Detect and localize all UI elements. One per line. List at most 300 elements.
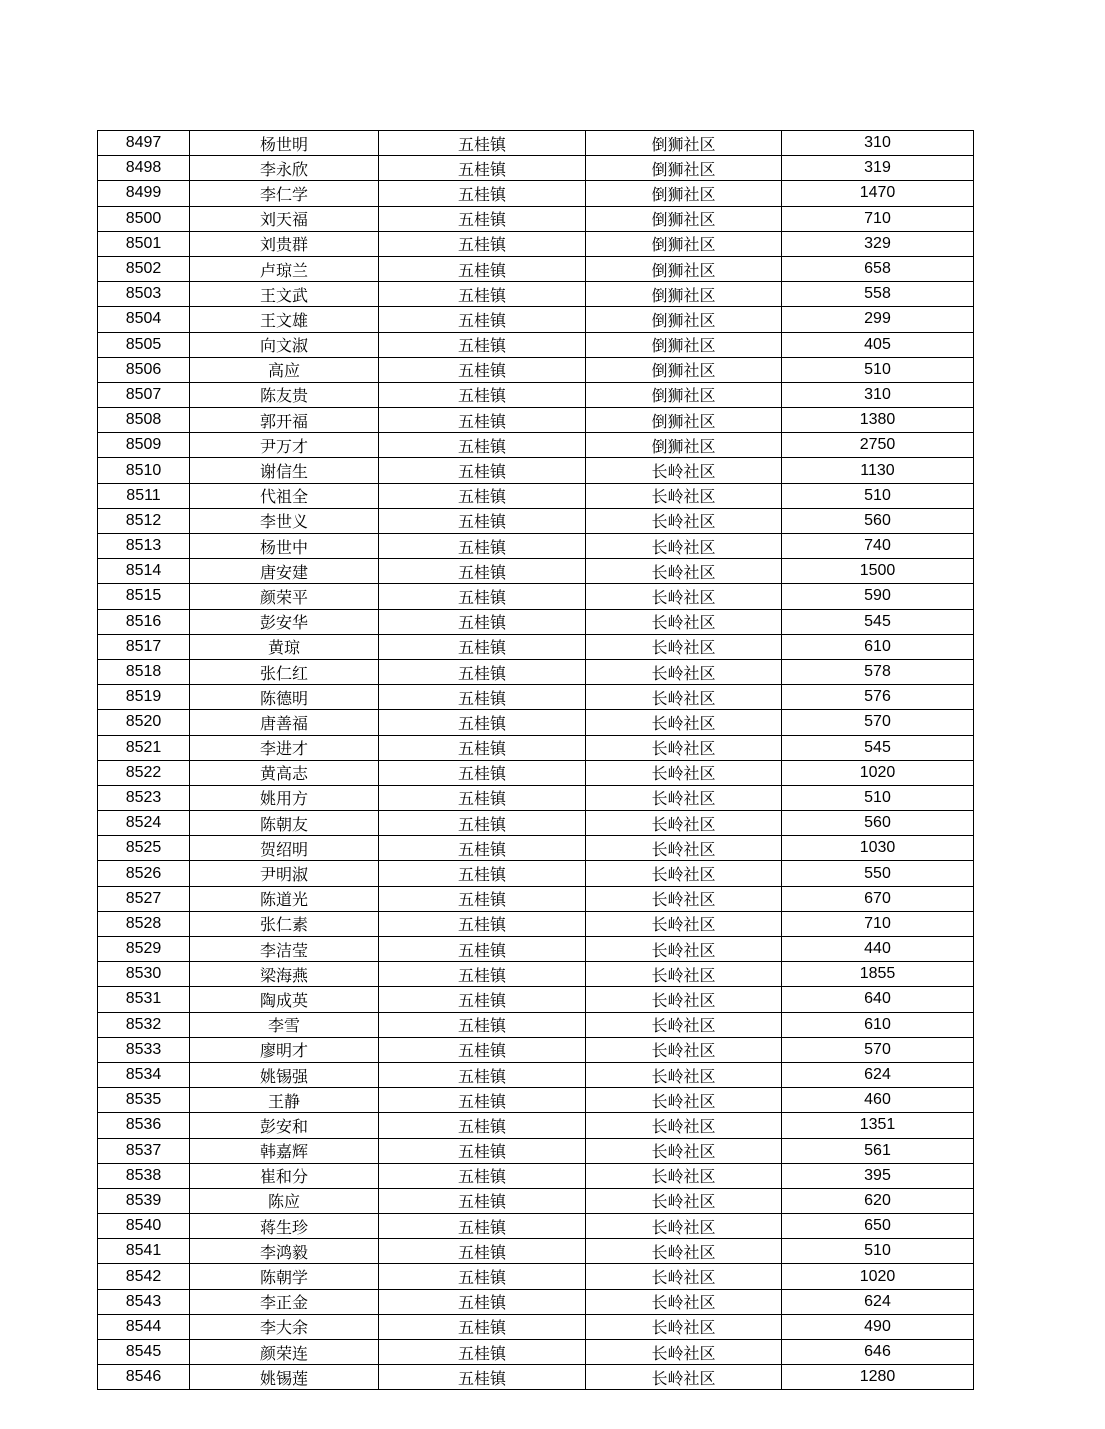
community-cell: 长岭社区 bbox=[586, 886, 782, 911]
community-cell: 倒狮社区 bbox=[586, 131, 782, 156]
name-cell: 李正金 bbox=[190, 1289, 379, 1314]
community-cell: 长岭社区 bbox=[586, 584, 782, 609]
town-cell: 五桂镇 bbox=[379, 785, 586, 810]
table-row bbox=[98, 1214, 974, 1239]
community-cell: 倒狮社区 bbox=[586, 408, 782, 433]
table-row bbox=[98, 1163, 974, 1188]
row-id-cell: 8540 bbox=[98, 1214, 190, 1239]
amount-cell: 329 bbox=[782, 231, 974, 256]
name-cell: 陈友贵 bbox=[190, 382, 379, 407]
name-cell: 代祖全 bbox=[190, 483, 379, 508]
table-row bbox=[98, 282, 974, 307]
amount-cell: 610 bbox=[782, 1012, 974, 1037]
community-cell: 长岭社区 bbox=[586, 1037, 782, 1062]
community-cell: 倒狮社区 bbox=[586, 206, 782, 231]
table-row bbox=[98, 1239, 974, 1264]
row-id-cell: 8507 bbox=[98, 382, 190, 407]
table-row bbox=[98, 332, 974, 357]
table-row bbox=[98, 710, 974, 735]
name-cell: 陶成英 bbox=[190, 987, 379, 1012]
community-cell: 长岭社区 bbox=[586, 811, 782, 836]
amount-cell: 558 bbox=[782, 282, 974, 307]
name-cell: 陈应 bbox=[190, 1188, 379, 1213]
amount-cell: 1470 bbox=[782, 181, 974, 206]
row-id-cell: 8508 bbox=[98, 408, 190, 433]
name-cell: 彭安华 bbox=[190, 609, 379, 634]
community-cell: 长岭社区 bbox=[586, 1214, 782, 1239]
town-cell: 五桂镇 bbox=[379, 1037, 586, 1062]
table-row bbox=[98, 886, 974, 911]
community-cell: 倒狮社区 bbox=[586, 181, 782, 206]
town-cell: 五桂镇 bbox=[379, 609, 586, 634]
name-cell: 李雪 bbox=[190, 1012, 379, 1037]
community-cell: 长岭社区 bbox=[586, 1062, 782, 1087]
amount-cell: 1020 bbox=[782, 1264, 974, 1289]
town-cell: 五桂镇 bbox=[379, 1264, 586, 1289]
table-row bbox=[98, 508, 974, 533]
table-row bbox=[98, 937, 974, 962]
town-cell: 五桂镇 bbox=[379, 1062, 586, 1087]
community-cell: 长岭社区 bbox=[586, 861, 782, 886]
community-cell: 倒狮社区 bbox=[586, 156, 782, 181]
name-cell: 唐善福 bbox=[190, 710, 379, 735]
table-row bbox=[98, 911, 974, 936]
row-id-cell: 8497 bbox=[98, 131, 190, 156]
row-id-cell: 8538 bbox=[98, 1163, 190, 1188]
name-cell: 李仁学 bbox=[190, 181, 379, 206]
community-cell: 倒狮社区 bbox=[586, 256, 782, 281]
table-row bbox=[98, 861, 974, 886]
town-cell: 五桂镇 bbox=[379, 382, 586, 407]
row-id-cell: 8515 bbox=[98, 584, 190, 609]
town-cell: 五桂镇 bbox=[379, 811, 586, 836]
row-id-cell: 8499 bbox=[98, 181, 190, 206]
row-id-cell: 8520 bbox=[98, 710, 190, 735]
name-cell: 张仁红 bbox=[190, 659, 379, 684]
name-cell: 张仁素 bbox=[190, 911, 379, 936]
table-row bbox=[98, 584, 974, 609]
community-cell: 长岭社区 bbox=[586, 1289, 782, 1314]
town-cell: 五桂镇 bbox=[379, 1289, 586, 1314]
community-cell: 长岭社区 bbox=[586, 735, 782, 760]
amount-cell: 670 bbox=[782, 886, 974, 911]
row-id-cell: 8534 bbox=[98, 1062, 190, 1087]
table-row bbox=[98, 1138, 974, 1163]
amount-cell: 576 bbox=[782, 685, 974, 710]
community-cell: 长岭社区 bbox=[586, 1138, 782, 1163]
community-cell: 长岭社区 bbox=[586, 559, 782, 584]
row-id-cell: 8504 bbox=[98, 307, 190, 332]
amount-cell: 550 bbox=[782, 861, 974, 886]
town-cell: 五桂镇 bbox=[379, 1188, 586, 1213]
name-cell: 韩嘉辉 bbox=[190, 1138, 379, 1163]
community-cell: 倒狮社区 bbox=[586, 382, 782, 407]
name-cell: 崔和分 bbox=[190, 1163, 379, 1188]
town-cell: 五桂镇 bbox=[379, 937, 586, 962]
amount-cell: 590 bbox=[782, 584, 974, 609]
amount-cell: 658 bbox=[782, 256, 974, 281]
community-cell: 倒狮社区 bbox=[586, 282, 782, 307]
row-id-cell: 8501 bbox=[98, 231, 190, 256]
table-row bbox=[98, 811, 974, 836]
town-cell: 五桂镇 bbox=[379, 357, 586, 382]
amount-cell: 440 bbox=[782, 937, 974, 962]
row-id-cell: 8505 bbox=[98, 332, 190, 357]
community-cell: 倒狮社区 bbox=[586, 433, 782, 458]
amount-cell: 1380 bbox=[782, 408, 974, 433]
amount-cell: 310 bbox=[782, 131, 974, 156]
table-row bbox=[98, 685, 974, 710]
row-id-cell: 8519 bbox=[98, 685, 190, 710]
name-cell: 李永欣 bbox=[190, 156, 379, 181]
table-row bbox=[98, 836, 974, 861]
town-cell: 五桂镇 bbox=[379, 1163, 586, 1188]
table-row bbox=[98, 408, 974, 433]
community-cell: 长岭社区 bbox=[586, 911, 782, 936]
row-id-cell: 8526 bbox=[98, 861, 190, 886]
name-cell: 尹万才 bbox=[190, 433, 379, 458]
name-cell: 蒋生珍 bbox=[190, 1214, 379, 1239]
row-id-cell: 8528 bbox=[98, 911, 190, 936]
row-id-cell: 8523 bbox=[98, 785, 190, 810]
row-id-cell: 8516 bbox=[98, 609, 190, 634]
row-id-cell: 8532 bbox=[98, 1012, 190, 1037]
community-cell: 长岭社区 bbox=[586, 458, 782, 483]
amount-cell: 650 bbox=[782, 1214, 974, 1239]
community-cell: 长岭社区 bbox=[586, 685, 782, 710]
table-body bbox=[98, 131, 974, 1390]
row-id-cell: 8509 bbox=[98, 433, 190, 458]
row-id-cell: 8524 bbox=[98, 811, 190, 836]
row-id-cell: 8500 bbox=[98, 206, 190, 231]
table-row bbox=[98, 735, 974, 760]
town-cell: 五桂镇 bbox=[379, 861, 586, 886]
name-cell: 黄琼 bbox=[190, 634, 379, 659]
town-cell: 五桂镇 bbox=[379, 1113, 586, 1138]
row-id-cell: 8518 bbox=[98, 659, 190, 684]
table-row bbox=[98, 559, 974, 584]
row-id-cell: 8530 bbox=[98, 962, 190, 987]
table-row bbox=[98, 659, 974, 684]
row-id-cell: 8529 bbox=[98, 937, 190, 962]
row-id-cell: 8512 bbox=[98, 508, 190, 533]
amount-cell: 545 bbox=[782, 735, 974, 760]
table-row bbox=[98, 609, 974, 634]
amount-cell: 610 bbox=[782, 634, 974, 659]
name-cell: 李大余 bbox=[190, 1314, 379, 1339]
name-cell: 郭开福 bbox=[190, 408, 379, 433]
community-cell: 倒狮社区 bbox=[586, 307, 782, 332]
amount-cell: 1855 bbox=[782, 962, 974, 987]
row-id-cell: 8537 bbox=[98, 1138, 190, 1163]
name-cell: 谢信生 bbox=[190, 458, 379, 483]
town-cell: 五桂镇 bbox=[379, 206, 586, 231]
name-cell: 颜荣平 bbox=[190, 584, 379, 609]
name-cell: 姚锡强 bbox=[190, 1062, 379, 1087]
amount-cell: 740 bbox=[782, 534, 974, 559]
town-cell: 五桂镇 bbox=[379, 408, 586, 433]
town-cell: 五桂镇 bbox=[379, 1214, 586, 1239]
amount-cell: 510 bbox=[782, 357, 974, 382]
amount-cell: 620 bbox=[782, 1188, 974, 1213]
town-cell: 五桂镇 bbox=[379, 1314, 586, 1339]
row-id-cell: 8517 bbox=[98, 634, 190, 659]
table-row bbox=[98, 181, 974, 206]
community-cell: 长岭社区 bbox=[586, 609, 782, 634]
row-id-cell: 8545 bbox=[98, 1340, 190, 1365]
town-cell: 五桂镇 bbox=[379, 1012, 586, 1037]
table-row bbox=[98, 1088, 974, 1113]
town-cell: 五桂镇 bbox=[379, 987, 586, 1012]
table-row bbox=[98, 785, 974, 810]
table-row bbox=[98, 634, 974, 659]
name-cell: 陈朝学 bbox=[190, 1264, 379, 1289]
table-row bbox=[98, 458, 974, 483]
town-cell: 五桂镇 bbox=[379, 508, 586, 533]
row-id-cell: 8542 bbox=[98, 1264, 190, 1289]
name-cell: 贺绍明 bbox=[190, 836, 379, 861]
community-cell: 长岭社区 bbox=[586, 1340, 782, 1365]
community-cell: 长岭社区 bbox=[586, 634, 782, 659]
town-cell: 五桂镇 bbox=[379, 1088, 586, 1113]
town-cell: 五桂镇 bbox=[379, 483, 586, 508]
amount-cell: 490 bbox=[782, 1314, 974, 1339]
table-row bbox=[98, 1012, 974, 1037]
table-row bbox=[98, 433, 974, 458]
row-id-cell: 8546 bbox=[98, 1365, 190, 1390]
row-id-cell: 8521 bbox=[98, 735, 190, 760]
table-row bbox=[98, 987, 974, 1012]
town-cell: 五桂镇 bbox=[379, 836, 586, 861]
name-cell: 陈道光 bbox=[190, 886, 379, 911]
table-row bbox=[98, 1264, 974, 1289]
row-id-cell: 8522 bbox=[98, 760, 190, 785]
amount-cell: 1500 bbox=[782, 559, 974, 584]
town-cell: 五桂镇 bbox=[379, 1340, 586, 1365]
amount-cell: 578 bbox=[782, 659, 974, 684]
table-row bbox=[98, 1062, 974, 1087]
table-row bbox=[98, 131, 974, 156]
amount-cell: 510 bbox=[782, 1239, 974, 1264]
community-cell: 长岭社区 bbox=[586, 937, 782, 962]
community-cell: 长岭社区 bbox=[586, 987, 782, 1012]
name-cell: 梁海燕 bbox=[190, 962, 379, 987]
town-cell: 五桂镇 bbox=[379, 282, 586, 307]
amount-cell: 510 bbox=[782, 785, 974, 810]
amount-cell: 460 bbox=[782, 1088, 974, 1113]
amount-cell: 545 bbox=[782, 609, 974, 634]
amount-cell: 624 bbox=[782, 1289, 974, 1314]
amount-cell: 1280 bbox=[782, 1365, 974, 1390]
community-cell: 长岭社区 bbox=[586, 785, 782, 810]
town-cell: 五桂镇 bbox=[379, 256, 586, 281]
row-id-cell: 8543 bbox=[98, 1289, 190, 1314]
row-id-cell: 8544 bbox=[98, 1314, 190, 1339]
town-cell: 五桂镇 bbox=[379, 1365, 586, 1390]
name-cell: 刘天福 bbox=[190, 206, 379, 231]
amount-cell: 646 bbox=[782, 1340, 974, 1365]
town-cell: 五桂镇 bbox=[379, 1138, 586, 1163]
name-cell: 彭安和 bbox=[190, 1113, 379, 1138]
town-cell: 五桂镇 bbox=[379, 559, 586, 584]
community-cell: 长岭社区 bbox=[586, 1314, 782, 1339]
table-row bbox=[98, 1037, 974, 1062]
row-id-cell: 8498 bbox=[98, 156, 190, 181]
town-cell: 五桂镇 bbox=[379, 634, 586, 659]
row-id-cell: 8525 bbox=[98, 836, 190, 861]
name-cell: 杨世明 bbox=[190, 131, 379, 156]
row-id-cell: 8502 bbox=[98, 256, 190, 281]
town-cell: 五桂镇 bbox=[379, 433, 586, 458]
name-cell: 向文淑 bbox=[190, 332, 379, 357]
table-row bbox=[98, 962, 974, 987]
amount-cell: 1130 bbox=[782, 458, 974, 483]
amount-cell: 624 bbox=[782, 1062, 974, 1087]
amount-cell: 570 bbox=[782, 710, 974, 735]
table-row bbox=[98, 206, 974, 231]
amount-cell: 561 bbox=[782, 1138, 974, 1163]
amount-cell: 640 bbox=[782, 987, 974, 1012]
row-id-cell: 8506 bbox=[98, 357, 190, 382]
name-cell: 杨世中 bbox=[190, 534, 379, 559]
name-cell: 陈德明 bbox=[190, 685, 379, 710]
table-row bbox=[98, 1340, 974, 1365]
amount-cell: 299 bbox=[782, 307, 974, 332]
table-row bbox=[98, 760, 974, 785]
amount-cell: 510 bbox=[782, 483, 974, 508]
name-cell: 李进才 bbox=[190, 735, 379, 760]
town-cell: 五桂镇 bbox=[379, 534, 586, 559]
name-cell: 李鸿毅 bbox=[190, 1239, 379, 1264]
row-id-cell: 8511 bbox=[98, 483, 190, 508]
community-cell: 倒狮社区 bbox=[586, 231, 782, 256]
table-row bbox=[98, 382, 974, 407]
town-cell: 五桂镇 bbox=[379, 710, 586, 735]
name-cell: 王文武 bbox=[190, 282, 379, 307]
row-id-cell: 8536 bbox=[98, 1113, 190, 1138]
row-id-cell: 8531 bbox=[98, 987, 190, 1012]
row-id-cell: 8513 bbox=[98, 534, 190, 559]
community-cell: 长岭社区 bbox=[586, 1239, 782, 1264]
town-cell: 五桂镇 bbox=[379, 760, 586, 785]
row-id-cell: 8514 bbox=[98, 559, 190, 584]
community-cell: 倒狮社区 bbox=[586, 357, 782, 382]
table-row bbox=[98, 231, 974, 256]
name-cell: 廖明才 bbox=[190, 1037, 379, 1062]
community-cell: 长岭社区 bbox=[586, 1264, 782, 1289]
community-cell: 长岭社区 bbox=[586, 760, 782, 785]
community-cell: 长岭社区 bbox=[586, 534, 782, 559]
community-cell: 长岭社区 bbox=[586, 1188, 782, 1213]
name-cell: 王静 bbox=[190, 1088, 379, 1113]
community-cell: 长岭社区 bbox=[586, 508, 782, 533]
community-cell: 长岭社区 bbox=[586, 1088, 782, 1113]
name-cell: 王文雄 bbox=[190, 307, 379, 332]
amount-cell: 1030 bbox=[782, 836, 974, 861]
town-cell: 五桂镇 bbox=[379, 156, 586, 181]
community-cell: 长岭社区 bbox=[586, 1163, 782, 1188]
community-cell: 长岭社区 bbox=[586, 836, 782, 861]
table-row bbox=[98, 357, 974, 382]
row-id-cell: 8533 bbox=[98, 1037, 190, 1062]
name-cell: 李世义 bbox=[190, 508, 379, 533]
name-cell: 姚用方 bbox=[190, 785, 379, 810]
amount-cell: 319 bbox=[782, 156, 974, 181]
amount-cell: 710 bbox=[782, 206, 974, 231]
name-cell: 高应 bbox=[190, 357, 379, 382]
town-cell: 五桂镇 bbox=[379, 685, 586, 710]
name-cell: 黄高志 bbox=[190, 760, 379, 785]
name-cell: 姚锡莲 bbox=[190, 1365, 379, 1390]
town-cell: 五桂镇 bbox=[379, 131, 586, 156]
amount-cell: 1351 bbox=[782, 1113, 974, 1138]
community-cell: 长岭社区 bbox=[586, 1365, 782, 1390]
table-row bbox=[98, 1188, 974, 1213]
table-row bbox=[98, 483, 974, 508]
table-row bbox=[98, 1289, 974, 1314]
table-row bbox=[98, 156, 974, 181]
name-cell: 颜荣连 bbox=[190, 1340, 379, 1365]
amount-cell: 405 bbox=[782, 332, 974, 357]
name-cell: 李洁莹 bbox=[190, 937, 379, 962]
row-id-cell: 8539 bbox=[98, 1188, 190, 1213]
community-cell: 长岭社区 bbox=[586, 710, 782, 735]
table-row bbox=[98, 1113, 974, 1138]
amount-cell: 560 bbox=[782, 811, 974, 836]
row-id-cell: 8510 bbox=[98, 458, 190, 483]
town-cell: 五桂镇 bbox=[379, 458, 586, 483]
town-cell: 五桂镇 bbox=[379, 1239, 586, 1264]
table-row bbox=[98, 1314, 974, 1339]
community-cell: 长岭社区 bbox=[586, 483, 782, 508]
town-cell: 五桂镇 bbox=[379, 307, 586, 332]
row-id-cell: 8503 bbox=[98, 282, 190, 307]
amount-cell: 310 bbox=[782, 382, 974, 407]
amount-cell: 2750 bbox=[782, 433, 974, 458]
amount-cell: 560 bbox=[782, 508, 974, 533]
town-cell: 五桂镇 bbox=[379, 659, 586, 684]
name-cell: 刘贵群 bbox=[190, 231, 379, 256]
row-id-cell: 8541 bbox=[98, 1239, 190, 1264]
town-cell: 五桂镇 bbox=[379, 886, 586, 911]
row-id-cell: 8527 bbox=[98, 886, 190, 911]
table-row bbox=[98, 256, 974, 281]
community-cell: 长岭社区 bbox=[586, 659, 782, 684]
town-cell: 五桂镇 bbox=[379, 584, 586, 609]
community-cell: 长岭社区 bbox=[586, 1012, 782, 1037]
amount-cell: 710 bbox=[782, 911, 974, 936]
community-cell: 长岭社区 bbox=[586, 1113, 782, 1138]
name-cell: 唐安建 bbox=[190, 559, 379, 584]
town-cell: 五桂镇 bbox=[379, 332, 586, 357]
town-cell: 五桂镇 bbox=[379, 962, 586, 987]
town-cell: 五桂镇 bbox=[379, 231, 586, 256]
community-cell: 长岭社区 bbox=[586, 962, 782, 987]
name-cell: 陈朝友 bbox=[190, 811, 379, 836]
town-cell: 五桂镇 bbox=[379, 735, 586, 760]
table-row bbox=[98, 534, 974, 559]
name-cell: 卢琼兰 bbox=[190, 256, 379, 281]
town-cell: 五桂镇 bbox=[379, 911, 586, 936]
amount-cell: 570 bbox=[782, 1037, 974, 1062]
name-cell: 尹明淑 bbox=[190, 861, 379, 886]
table-row bbox=[98, 1365, 974, 1390]
data-table bbox=[97, 130, 974, 1390]
town-cell: 五桂镇 bbox=[379, 181, 586, 206]
amount-cell: 395 bbox=[782, 1163, 974, 1188]
row-id-cell: 8535 bbox=[98, 1088, 190, 1113]
community-cell: 倒狮社区 bbox=[586, 332, 782, 357]
